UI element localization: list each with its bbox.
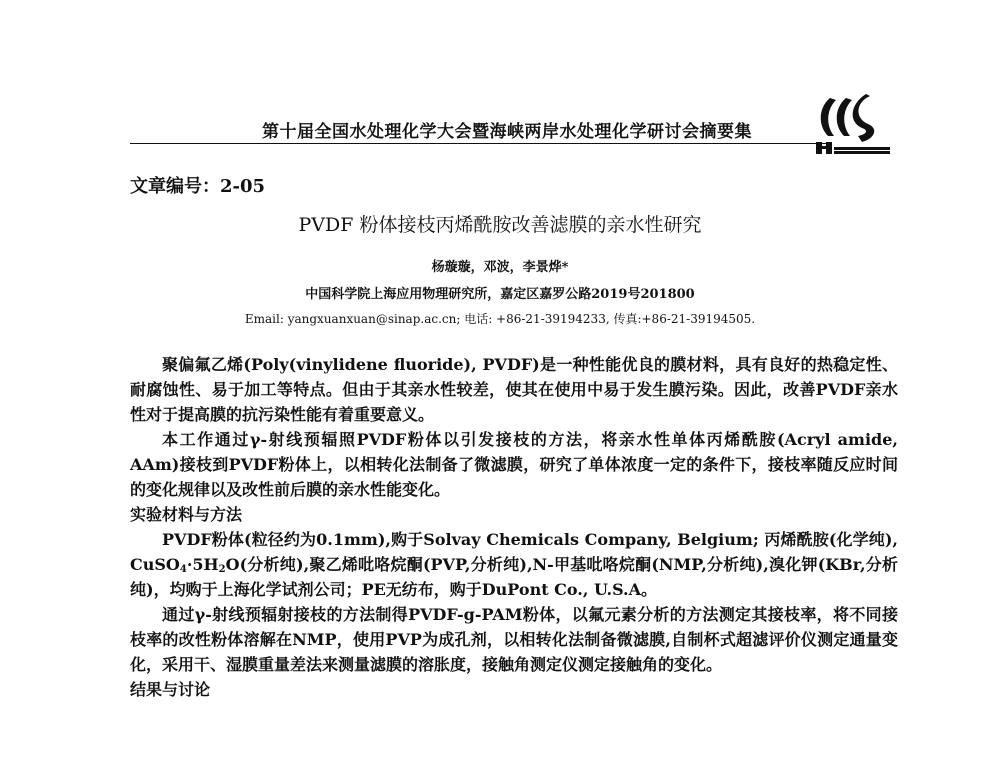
materials-text-part1: PVDF粉体(粒径约为0.1mm),购于Solvay Chemicals Company, Belgium; 丙烯酰胺(化学纯), CuSO [130, 530, 898, 574]
subscript-2: 2 [218, 564, 226, 575]
header-title: 第十届全国水处理化学大会暨海峡两岸水处理化学研讨会摘要集 [262, 122, 752, 142]
section-heading-results: 结果与讨论 [130, 680, 211, 699]
materials-text-part2: ·5H [186, 555, 219, 574]
paragraph-materials [130, 527, 898, 602]
paragraph-intro: 聚偏氟乙烯(Poly(vinylidene fluoride), PVDF)是一种性能优良的膜材料，具有良好的热稳定性、耐腐蚀性、易于加工等特点。但由于其亲水性较差，使其在使用中易于发生膜污染。因此，改善PVDF亲水性对于提高膜的抗污染性能有着重要意义。 [130, 355, 898, 424]
paragraph-procedure: 通过γ-射线预辐射接枝的方法制得PVDF-g-PAM粉体，以氟元素分析的方法测定其接枝率，将不同接枝率的改性粉体溶解在NMP，使用PVP为成孔剂，以相转化法制备微滤膜,自制杯式超滤评价仪测定通量变化，采用干、湿膜重量差法来测量滤膜的溶胀度，接触角测定仪测定接触角的变化。 [130, 605, 898, 674]
contact-info: Email: yangxuanxuan@sinap.ac.cn; 电话: +86-21-39194233, 传真:+86-21-39194505. [244, 312, 756, 326]
authors: 杨璇璇，邓波，李景烨* [431, 260, 569, 275]
header-rule [130, 143, 830, 144]
paragraph-method-summary: 本工作通过γ-射线预辐照PVDF粉体以引发接枝的方法，将亲水性单体丙烯酰胺(Acryl amide, AAm)接枝到PVDF粉体上，以相转化法制备了微滤膜，研究了单体浓度一定的条件下，接枝率随反应时间的变化规律以及改性前后膜的亲水性能变化。 [130, 430, 898, 499]
affiliation: 中国科学院上海应用物理研究所，嘉定区嘉罗公路2019号201800 [305, 287, 695, 302]
section-heading-materials: 实验材料与方法 [130, 505, 243, 524]
abstract-body [130, 352, 898, 702]
article-number: 文章编号：2-05 [130, 176, 266, 197]
materials-text-part3: O(分析纯),聚乙烯吡咯烷酮(PVP,分析纯),N-甲基吡咯烷酮(NMP,分析纯),溴化钾(KBr,分析纯)，均购于上海化学试剂公司；PE无纺布，购于DuPont Co., U.S.A。 [130, 555, 898, 599]
paper-title: PVDF 粉体接枝丙烯酰胺改善滤膜的亲水性研究 [298, 214, 702, 236]
conference-logo-icon [812, 92, 894, 156]
subscript-4: 4 [179, 564, 187, 575]
